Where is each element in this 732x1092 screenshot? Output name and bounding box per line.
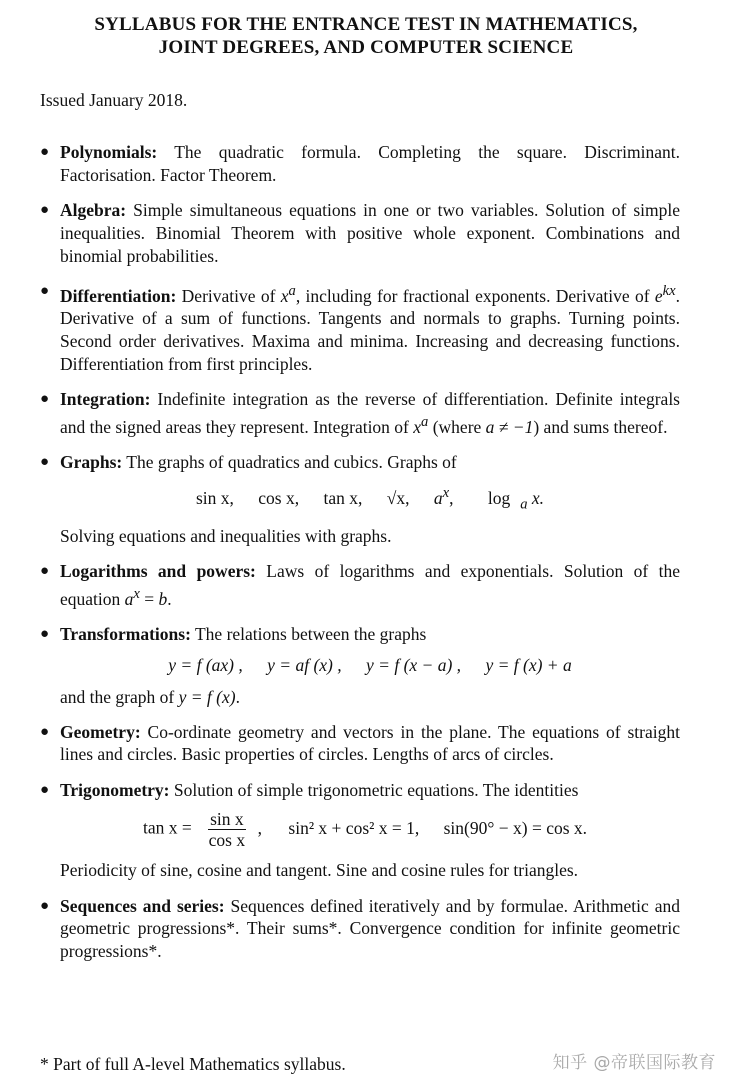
list-item-differentiation (40, 280, 680, 376)
item-text: . Derivative of a sum of functions. Tangents and normals to graphs. Turning points. Second order derivatives. Maxima and minima. Increasing and decreasing functions. Differentiation from first principles. (60, 285, 680, 374)
item-text: The quadratic formula. Completing the square. Discriminant. Factorisation. Factor Theorem. (60, 142, 680, 185)
item-heading: Integration: (60, 389, 151, 410)
math-expression: , (257, 817, 263, 838)
math-expression: y = f (x) (178, 686, 236, 707)
math-condition: a ≠ −1 (485, 416, 534, 437)
list-item-trigonometry (40, 779, 680, 883)
list-item-sequences (40, 895, 680, 963)
list-item-polynomials (40, 141, 680, 187)
math-expression: y = af (x) , (267, 654, 342, 675)
item-text: Laws of logarithms and exponentials. Solution of the equation (60, 561, 681, 609)
list-item-algebra (40, 199, 680, 267)
bullet-icon: ● (40, 897, 50, 914)
math-x: x (280, 285, 289, 306)
bullet-icon: ● (40, 453, 50, 470)
item-heading: Graphs: (60, 451, 123, 472)
item-heading: Differentiation: (60, 285, 177, 306)
item-heading: Polynomials: (60, 142, 158, 162)
math-a: a (288, 282, 296, 299)
item-text: and the graph of (60, 686, 179, 707)
item-text: Derivative of (176, 285, 281, 306)
title-line-2: JOINT DEGREES, AND COMPUTER SCIENCE (158, 37, 574, 58)
list-item-geometry (40, 721, 680, 767)
math-sqrt: √x, (386, 487, 410, 508)
list-item-graphs (40, 451, 680, 548)
bullet-icon: ● (40, 781, 50, 798)
item-heading: Geometry: (60, 721, 141, 742)
math-a: a (520, 496, 528, 513)
math-power: $a^x$, (433, 484, 454, 508)
math-expression: y = f (x − a) , (366, 654, 462, 675)
math-b: b (158, 588, 168, 609)
list-item-transformations (40, 623, 680, 708)
math-a: a (433, 487, 443, 508)
item-text: Solution of simple trigonometric equations. The identities (169, 779, 579, 800)
item-heading: Transformations: (60, 623, 191, 644)
bullet-icon: ● (40, 625, 50, 642)
fraction-numerator: sin x (210, 809, 244, 830)
item-heading: Sequences and series: (60, 895, 225, 916)
item-heading: Logarithms and powers: (60, 561, 256, 582)
math-a: a (124, 588, 134, 609)
item-text: The relations between the graphs (190, 623, 427, 644)
item-text: , including for fractional exponents. Derivative of (295, 285, 655, 306)
math-expression: sin(90° − x) = cos x. (443, 817, 588, 838)
syllabus-list (40, 141, 680, 975)
page-title (0, 13, 732, 59)
item-text: ) and sums thereof. (533, 416, 668, 437)
item-text: Co-ordinate geometry and vectors in the plane. The equations of straight lines and circles. Basic properties of circles. Lengths of arcs of circles. (60, 721, 680, 765)
math-expression: tan x = (142, 817, 192, 838)
item-text: Periodicity of sine, cosine and tangent. Sine and cosine rules for triangles. (60, 860, 579, 881)
bullet-icon: ● (40, 563, 50, 580)
bullet-icon: ● (40, 144, 50, 160)
math-expression: y = f (ax) , (168, 654, 243, 675)
math-equals: = (139, 588, 159, 609)
item-text: The graphs of quadratics and cubics. Graphs of (122, 451, 457, 472)
item-text: . (235, 686, 240, 707)
list-item-logarithms (40, 560, 680, 610)
math-sin: sin x, (195, 487, 234, 508)
bullet-icon: ● (40, 391, 50, 408)
display-equation (60, 809, 680, 850)
math-e: e (654, 285, 663, 306)
title-line-1: SYLLABUS FOR THE ENTRANCE TEST IN MATHEMATICS, (94, 14, 638, 35)
math-x: x (413, 416, 422, 437)
bullet-icon: ● (40, 723, 50, 740)
display-equation (60, 654, 680, 677)
item-heading: Algebra: (60, 199, 127, 220)
math-x: x (442, 484, 450, 501)
item-text: Solving equations and inequalities with graphs. (60, 525, 392, 546)
item-text: Simple simultaneous equations in one or two variables. Solution of simple inequalities. Binomial Theorem with positive whole exponent. Combinations and binomial probabilities. (60, 199, 680, 266)
item-text (60, 686, 680, 709)
watermark: 知乎 @帝联国际教育 (552, 1053, 716, 1073)
math-expression: y = f (x) + a (485, 654, 572, 675)
bullet-icon: ● (40, 282, 50, 299)
bullet-icon: ● (40, 201, 50, 218)
fraction-denominator: cos x (208, 830, 246, 851)
math-x: x. (531, 487, 545, 508)
math-cos: cos x, (258, 487, 300, 508)
display-equation (60, 482, 680, 516)
math-kx: kx (662, 282, 676, 299)
item-text: Sequences defined iteratively and by formulae. Arithmetic and geometric progressions*. Their sums*. Convergence condition for infinite geometric progressions*. (60, 895, 680, 962)
item-text: (where (428, 416, 486, 437)
issued-date: Issued January 2018. (40, 90, 188, 110)
item-text: . (167, 588, 172, 609)
log-label: log (487, 487, 511, 508)
item-text: Indefinite integration as the reverse of differentiation. Definite integrals and the signed areas they represent. Integration of (60, 389, 680, 437)
math-tan: tan x, (323, 487, 363, 508)
math-a: a (421, 413, 429, 430)
list-item-integration (40, 388, 680, 438)
item-heading: Trigonometry: (60, 779, 170, 800)
math-expression: sin² x + cos² x = 1, (288, 817, 420, 838)
math-fraction (198, 809, 256, 850)
math-log (478, 487, 545, 513)
math-x: x (133, 585, 140, 602)
footnote: * Part of full A-level Mathematics syllabus. (40, 1054, 346, 1074)
